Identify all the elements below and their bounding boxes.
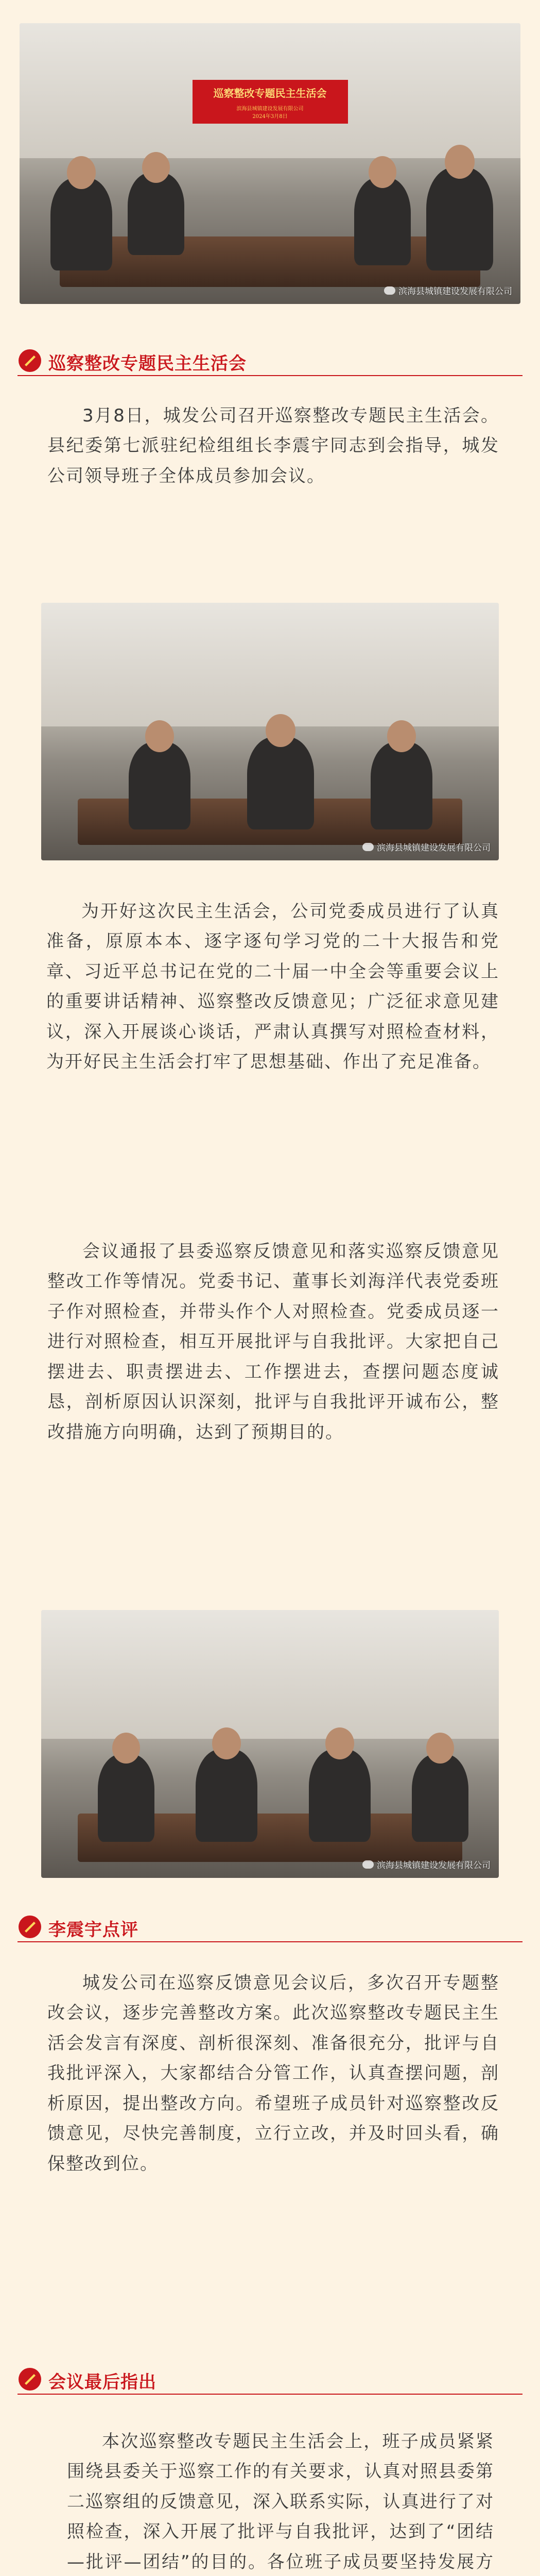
attendee-figure — [196, 1749, 257, 1842]
attendee-figure — [309, 1749, 371, 1842]
attendee-head — [266, 714, 295, 747]
section-heading-2 — [18, 1912, 522, 1942]
section-divider — [18, 1941, 522, 1942]
section-heading-3 — [18, 2365, 522, 2395]
attendee-head — [112, 1733, 140, 1764]
attendee-head — [445, 145, 475, 179]
banner-date: 2024年3月8日 — [252, 114, 288, 120]
attendee-figure — [128, 173, 184, 255]
attendee-head — [67, 156, 96, 189]
photo-watermark: 滨海县城镇建设发展有限公司 — [384, 284, 512, 297]
section-divider — [18, 375, 522, 376]
section-divider — [18, 2394, 522, 2395]
attendee-figure — [426, 167, 493, 270]
party-emblem-icon — [18, 1914, 42, 1939]
attendee-head — [387, 720, 416, 752]
meeting-photo-3 — [41, 1610, 499, 1878]
paragraph: 3月8日，城发公司召开巡察整改专题民主生活会。县纪委第七派驻纪检组组长李震宇同志到会指导，城发公司领导班子全体成员参加会议。 — [47, 405, 499, 486]
attendee-head — [369, 156, 396, 188]
photo-watermark: 滨海县城镇建设发展有限公司 — [362, 840, 491, 853]
photo-wall — [41, 1610, 499, 1739]
photo-wall — [41, 603, 499, 726]
attendee-head — [145, 720, 174, 752]
attendee-figure — [50, 178, 112, 270]
meeting-table — [60, 236, 480, 287]
meeting-photo-1 — [20, 23, 520, 304]
attendee-figure — [129, 742, 190, 829]
attendee-head — [212, 1727, 241, 1759]
section-heading-1 — [18, 346, 522, 376]
section-title: 会议最后指出 — [48, 2372, 156, 2393]
party-emblem-icon — [18, 2367, 42, 2392]
attendee-head — [142, 152, 170, 183]
banner-title: 巡察整改专题民主生活会 — [213, 87, 327, 99]
attendee-figure — [354, 178, 411, 265]
section-title: 李震宇点评 — [48, 1920, 138, 1940]
photo-watermark: 滨海县城镇建设发展有限公司 — [362, 1858, 491, 1871]
attendee-figure — [247, 737, 314, 829]
wechat-icon — [362, 843, 374, 851]
banner-subtitle: 滨海县城镇建设发展有限公司 — [236, 106, 304, 112]
paragraph: 会议通报了县委巡察反馈意见和落实巡察反馈意见整改工作等情况。党委书记、董事长刘海洋代表党委班子作对照检查，并带头作个人对照检查。党委成员逐一进行对照检查，相互开展批评与自我批评。大家把自己摆进去、职责摆进去、工作摆进去，查摆问题态度诚恳，剖析原因认识深刻，批评与自我批评开诚布公，整改措施方向明确，达到了预期目的。 — [47, 1241, 499, 1443]
attendee-figure — [98, 1754, 154, 1842]
attendee-head — [325, 1727, 354, 1759]
party-emblem-icon — [18, 348, 42, 373]
attendee-head — [426, 1733, 454, 1764]
section-title: 巡察整改专题民主生活会 — [48, 353, 247, 374]
wechat-icon — [362, 1860, 374, 1869]
paragraph: 城发公司在巡察反馈意见会议后，多次召开专题整改会议，逐步完善整改方案。此次巡察整改专题民主生活会发言有深度、剖析很深刻、准备很充分，批评与自我批评深入，大家都结合分管工作，认真查摆问题，剖析原因，提出整改方向。希望班子成员针对巡察整改反馈意见，尽快完善制度，立行立改，并及时回头看，确保整改到位。 — [47, 1973, 499, 2174]
attendee-figure — [412, 1754, 468, 1842]
paragraph: 本次巡察整改专题民主生活会上，班子成员紧紧围绕县委关于巡察工作的有关要求，认真对照县委第二巡察组的反馈意见，深入联系实际，认真进行了对照检查，深入开展了批评与自我批评，达到了“团结—批评—团结”的目的。各位班子成员要坚持发展方 — [67, 2431, 494, 2572]
attendee-figure — [371, 742, 432, 829]
meeting-photo-2 — [41, 603, 499, 860]
paragraph: 为开好这次民主生活会，公司党委成员进行了认真准备，原原本本、逐字逐句学习党的二十大报告和党章、习近平总书记在党的二十届一中全会等重要会议上的重要讲话精神、巡察整改反馈意见；广泛征求意见建议，深入开展谈心谈话，严肃认真撰写对照检查材料，为开好民主生活会打牢了思想基础、作出了充足准备。 — [46, 901, 499, 1073]
wechat-icon — [384, 286, 395, 295]
meeting-banner — [193, 80, 348, 124]
